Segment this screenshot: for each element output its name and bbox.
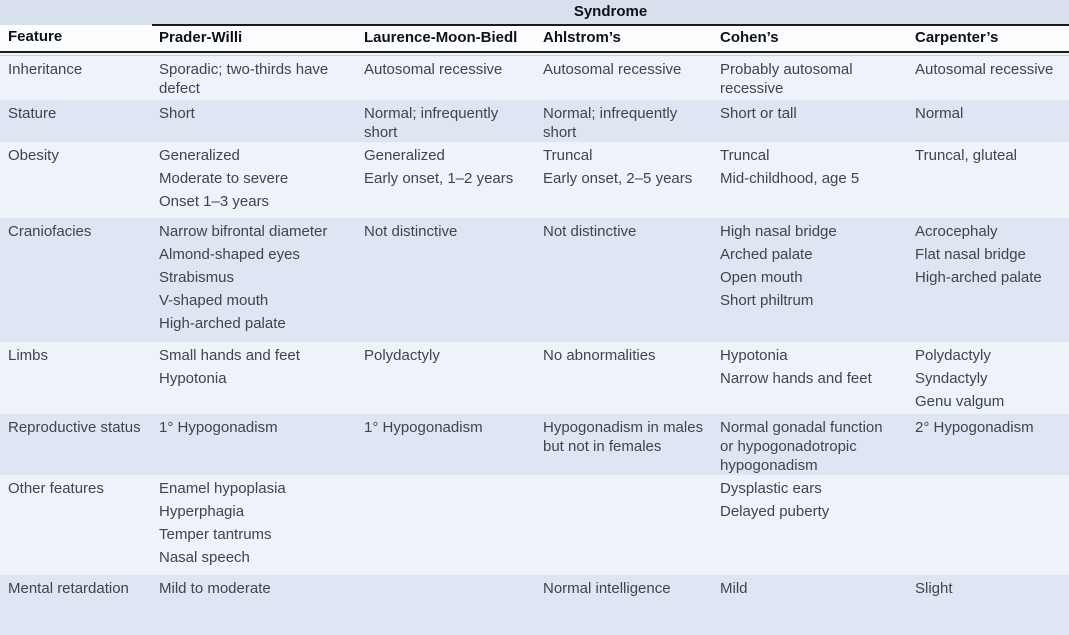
value-cell: [908, 342, 1069, 414]
feature-cell: Obesity: [8, 146, 59, 164]
cell-line: 2° Hypogonadism: [915, 418, 1034, 436]
cell-line: Mild to moderate: [159, 579, 271, 597]
value-cell: [536, 414, 713, 475]
column-header-row: [0, 25, 1069, 52]
cell-line: Hypotonia: [159, 369, 227, 387]
spanner-row: [0, 0, 1069, 25]
feature-cell: Mental retardation: [8, 579, 129, 597]
cell-line: Narrow hands and feet: [720, 369, 872, 387]
cell-line: Temper tantrums: [159, 525, 272, 543]
value-cell: [713, 575, 908, 635]
cell-line: Mid-childhood, age 5: [720, 169, 860, 187]
cell-line: Moderate to severe: [159, 169, 289, 187]
cell-line: Early onset, 1–2 years: [364, 169, 514, 187]
table-row-limbs: [0, 342, 1069, 414]
value-cell: [152, 142, 357, 218]
cell-line: Sporadic; two-thirds have defect: [159, 61, 329, 97]
value-cell: [536, 100, 713, 142]
cell-line: Almond-shaped eyes: [159, 245, 300, 263]
value-cell: [536, 475, 713, 575]
value-cell: [908, 575, 1069, 635]
cell-line: Normal intelligence: [543, 579, 671, 597]
value-cell: [357, 475, 536, 575]
cell-line: Normal: [915, 104, 964, 122]
column-header-carpenters: Carpenter’s: [908, 25, 1069, 52]
cell-line: Nasal speech: [159, 548, 250, 566]
table-row-inheritance: [0, 56, 1069, 100]
cell-line: No abnormalities: [543, 346, 656, 364]
feature-cell: Reproductive status: [8, 418, 141, 436]
cell-line: Enamel hypoplasia: [159, 479, 286, 497]
cell-line: Polydactyly: [915, 346, 991, 364]
value-cell: [357, 100, 536, 142]
cell-line: Arched palate: [720, 245, 813, 263]
column-header-ahlstroms: Ahlstrom’s: [536, 25, 713, 52]
value-cell: [908, 414, 1069, 475]
feature-cell: Craniofacies: [8, 222, 92, 240]
value-cell: [357, 575, 536, 635]
column-header-laurence-moon-biedl: Laurence-Moon-Biedl: [357, 25, 536, 52]
value-cell: [908, 218, 1069, 342]
value-cell: [357, 218, 536, 342]
value-cell: [713, 100, 908, 142]
column-header-cohens: Cohen’s: [713, 25, 908, 52]
value-cell: [357, 342, 536, 414]
value-cell: [152, 575, 357, 635]
feature-cell: Stature: [8, 104, 57, 122]
value-cell: [713, 342, 908, 414]
value-cell: [713, 56, 908, 100]
value-cell: [152, 342, 357, 414]
cell-line: Syndactyly: [915, 369, 988, 387]
cell-line: Truncal: [543, 146, 593, 164]
cell-line: Generalized: [364, 146, 445, 164]
cell-line: Autosomal recessive: [915, 61, 1054, 78]
cell-line: 1° Hypogonadism: [159, 418, 278, 436]
cell-line: Strabismus: [159, 268, 235, 286]
feature-cell: Limbs: [8, 346, 49, 364]
cell-line: Normal gonadal function or hypogonadotropic hypogonadism: [720, 418, 883, 474]
cell-line: Hyperphagia: [159, 502, 245, 520]
table-row-craniofacies: [0, 218, 1069, 342]
table-row-obesity: [0, 142, 1069, 218]
cell-line: Hypogonadism in males but not in females: [543, 418, 704, 455]
cell-line: Slight: [915, 579, 953, 597]
value-cell: [152, 100, 357, 142]
value-cell: [713, 142, 908, 218]
cell-line: High-arched palate: [159, 314, 286, 332]
cell-line: Short: [159, 104, 195, 122]
cell-line: Normal; infrequently short: [364, 104, 499, 141]
cell-line: Truncal: [720, 146, 770, 164]
feature-cell: Inheritance: [8, 61, 83, 78]
value-cell: [152, 414, 357, 475]
value-cell: [908, 56, 1069, 100]
value-cell: [357, 142, 536, 218]
table-row-mental-retardation: [0, 575, 1069, 635]
cell-line: Not distinctive: [543, 222, 637, 240]
table-row-reproductive-status: [0, 414, 1069, 475]
value-cell: [536, 342, 713, 414]
column-header-feature: Feature: [0, 25, 152, 52]
cell-line: V-shaped mouth: [159, 291, 269, 309]
cell-line: Small hands and feet: [159, 346, 300, 364]
value-cell: [713, 414, 908, 475]
cell-line: 1° Hypogonadism: [364, 418, 483, 436]
cell-line: Autosomal recessive: [364, 61, 503, 78]
value-cell: [713, 218, 908, 342]
cell-line: Flat nasal bridge: [915, 245, 1026, 263]
syndrome-spanner-header: Syndrome: [152, 0, 1069, 25]
cell-line: Truncal, gluteal: [915, 146, 1017, 164]
cell-line: High-arched palate: [915, 268, 1042, 286]
cell-line: Open mouth: [720, 268, 803, 286]
value-cell: [713, 475, 908, 575]
cell-line: Delayed puberty: [720, 502, 830, 520]
value-cell: [536, 218, 713, 342]
cell-line: Onset 1–3 years: [159, 192, 270, 210]
table-row-other-features: [0, 475, 1069, 575]
value-cell: [357, 56, 536, 100]
cell-line: Polydactyly: [364, 346, 440, 364]
value-cell: [908, 475, 1069, 575]
cell-line: High nasal bridge: [720, 222, 837, 240]
cell-line: Autosomal recessive: [543, 61, 682, 78]
cell-line: Generalized: [159, 146, 240, 164]
cell-line: Acrocephaly: [915, 222, 998, 240]
value-cell: [357, 414, 536, 475]
cell-line: Hypotonia: [720, 346, 788, 364]
value-cell: [536, 142, 713, 218]
value-cell: [152, 218, 357, 342]
feature-cell: Other features: [8, 479, 104, 497]
value-cell: [536, 575, 713, 635]
value-cell: [536, 56, 713, 100]
cell-line: Dysplastic ears: [720, 479, 822, 497]
cell-line: Not distinctive: [364, 222, 458, 240]
cell-line: Short or tall: [720, 104, 797, 122]
cell-line: Mild: [720, 579, 748, 597]
cell-line: Genu valgum: [915, 392, 1005, 410]
column-header-prader-willi: Prader-Willi: [152, 25, 357, 52]
value-cell: [152, 475, 357, 575]
table-row-stature: [0, 100, 1069, 142]
spanner-spacer: [0, 0, 152, 25]
cell-line: Normal; infrequently short: [543, 104, 678, 141]
cell-line: Early onset, 2–5 years: [543, 169, 693, 187]
value-cell: [152, 56, 357, 100]
cell-line: Probably autosomal recessive: [720, 61, 853, 97]
value-cell: [908, 142, 1069, 218]
cell-line: Short philtrum: [720, 291, 814, 309]
cell-line: Narrow bifrontal diameter: [159, 222, 328, 240]
value-cell: [908, 100, 1069, 142]
